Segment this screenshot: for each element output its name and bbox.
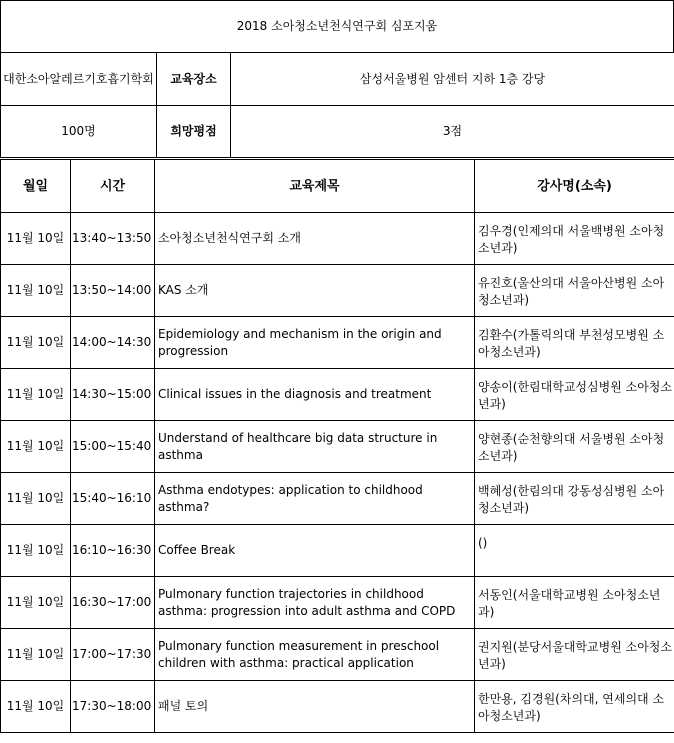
table-row bbox=[1, 473, 674, 525]
table-row bbox=[1, 629, 674, 681]
row-topic: 패널 토의 bbox=[155, 681, 475, 733]
header-date: 월일 bbox=[1, 160, 71, 213]
table-row bbox=[1, 369, 674, 421]
row-topic: Coffee Break bbox=[155, 525, 475, 577]
row-time: 16:10~16:30 bbox=[71, 525, 155, 577]
rating-value: 3점 bbox=[231, 106, 674, 158]
row-topic: Clinical issues in the diagnosis and treatment bbox=[155, 369, 475, 421]
organizer-value: 대한소아알레르기호흡기학회 bbox=[1, 53, 157, 106]
table-row bbox=[1, 681, 674, 733]
row-speaker: 권지원(분당서울대학교병원 소아청소년과) bbox=[475, 629, 674, 681]
rating-label: 희망평점 bbox=[157, 106, 231, 158]
document-title: 2018 소아청소년천식연구회 심포지움 bbox=[1, 1, 674, 53]
capacity-value: 100명 bbox=[1, 106, 157, 158]
row-time: 13:40~13:50 bbox=[71, 213, 155, 265]
row-topic: KAS 소개 bbox=[155, 265, 475, 317]
row-date: 11월 10일 bbox=[1, 317, 71, 369]
table-row bbox=[1, 213, 674, 265]
row-topic: Understand of healthcare big data structure in asthma bbox=[155, 421, 475, 473]
schedule-table bbox=[0, 159, 674, 733]
row-date: 11월 10일 bbox=[1, 421, 71, 473]
row-time: 17:30~18:00 bbox=[71, 681, 155, 733]
table-row bbox=[1, 421, 674, 473]
row-speaker: 한만용, 김경원(차의대, 연세의대 소아청소년과) bbox=[475, 681, 674, 733]
table-row bbox=[1, 577, 674, 629]
row-speaker: 서동인(서울대학교병원 소아청소년과) bbox=[475, 577, 674, 629]
row-speaker: 백혜성(한림의대 강동성심병원 소아청소년과) bbox=[475, 473, 674, 525]
row-topic: 소아청소년천식연구회 소개 bbox=[155, 213, 475, 265]
row-topic: Pulmonary function measurement in preschool children with asthma: practical application bbox=[155, 629, 475, 681]
row-time: 15:40~16:10 bbox=[71, 473, 155, 525]
row-date: 11월 10일 bbox=[1, 473, 71, 525]
row-date: 11월 10일 bbox=[1, 525, 71, 577]
row-date: 11월 10일 bbox=[1, 629, 71, 681]
row-speaker: 김환수(가톨릭의대 부천성모병원 소아청소년과) bbox=[475, 317, 674, 369]
row-speaker: 유진호(울산의대 서울아산병원 소아청소년과) bbox=[475, 265, 674, 317]
row-speaker: 김우경(인제의대 서울백병원 소아청소년과) bbox=[475, 213, 674, 265]
table-row bbox=[1, 265, 674, 317]
row-time: 14:00~14:30 bbox=[71, 317, 155, 369]
title-table bbox=[0, 0, 674, 53]
schedule-header-row bbox=[1, 160, 674, 213]
row-topic: Epidemiology and mechanism in the origin and progression bbox=[155, 317, 475, 369]
row-date: 11월 10일 bbox=[1, 265, 71, 317]
row-date: 11월 10일 bbox=[1, 577, 71, 629]
row-topic: Asthma endotypes: application to childhood asthma? bbox=[155, 473, 475, 525]
row-speaker: 양송이(한림대학교성심병원 소아청소년과) bbox=[475, 369, 674, 421]
header-topic: 교육제목 bbox=[155, 160, 475, 213]
header-time: 시간 bbox=[71, 160, 155, 213]
table-row bbox=[1, 525, 674, 577]
row-time: 15:00~15:40 bbox=[71, 421, 155, 473]
header-speaker: 강사명(소속) bbox=[475, 160, 674, 213]
venue-value: 삼성서울병원 암센터 지하 1층 강당 bbox=[231, 53, 674, 106]
row-date: 11월 10일 bbox=[1, 681, 71, 733]
row-speaker: () bbox=[475, 525, 674, 577]
schedule-body bbox=[1, 213, 674, 733]
table-row bbox=[1, 317, 674, 369]
row-time: 17:00~17:30 bbox=[71, 629, 155, 681]
row-time: 14:30~15:00 bbox=[71, 369, 155, 421]
row-time: 16:30~17:00 bbox=[71, 577, 155, 629]
row-date: 11월 10일 bbox=[1, 213, 71, 265]
row-topic: Pulmonary function trajectories in childhood asthma: progression into adult asthma and COPD bbox=[155, 577, 475, 629]
row-speaker: 양현종(순천향의대 서울병원 소아청소년과) bbox=[475, 421, 674, 473]
row-time: 13:50~14:00 bbox=[71, 265, 155, 317]
info-table bbox=[0, 52, 674, 158]
venue-label: 교육장소 bbox=[157, 53, 231, 106]
row-date: 11월 10일 bbox=[1, 369, 71, 421]
